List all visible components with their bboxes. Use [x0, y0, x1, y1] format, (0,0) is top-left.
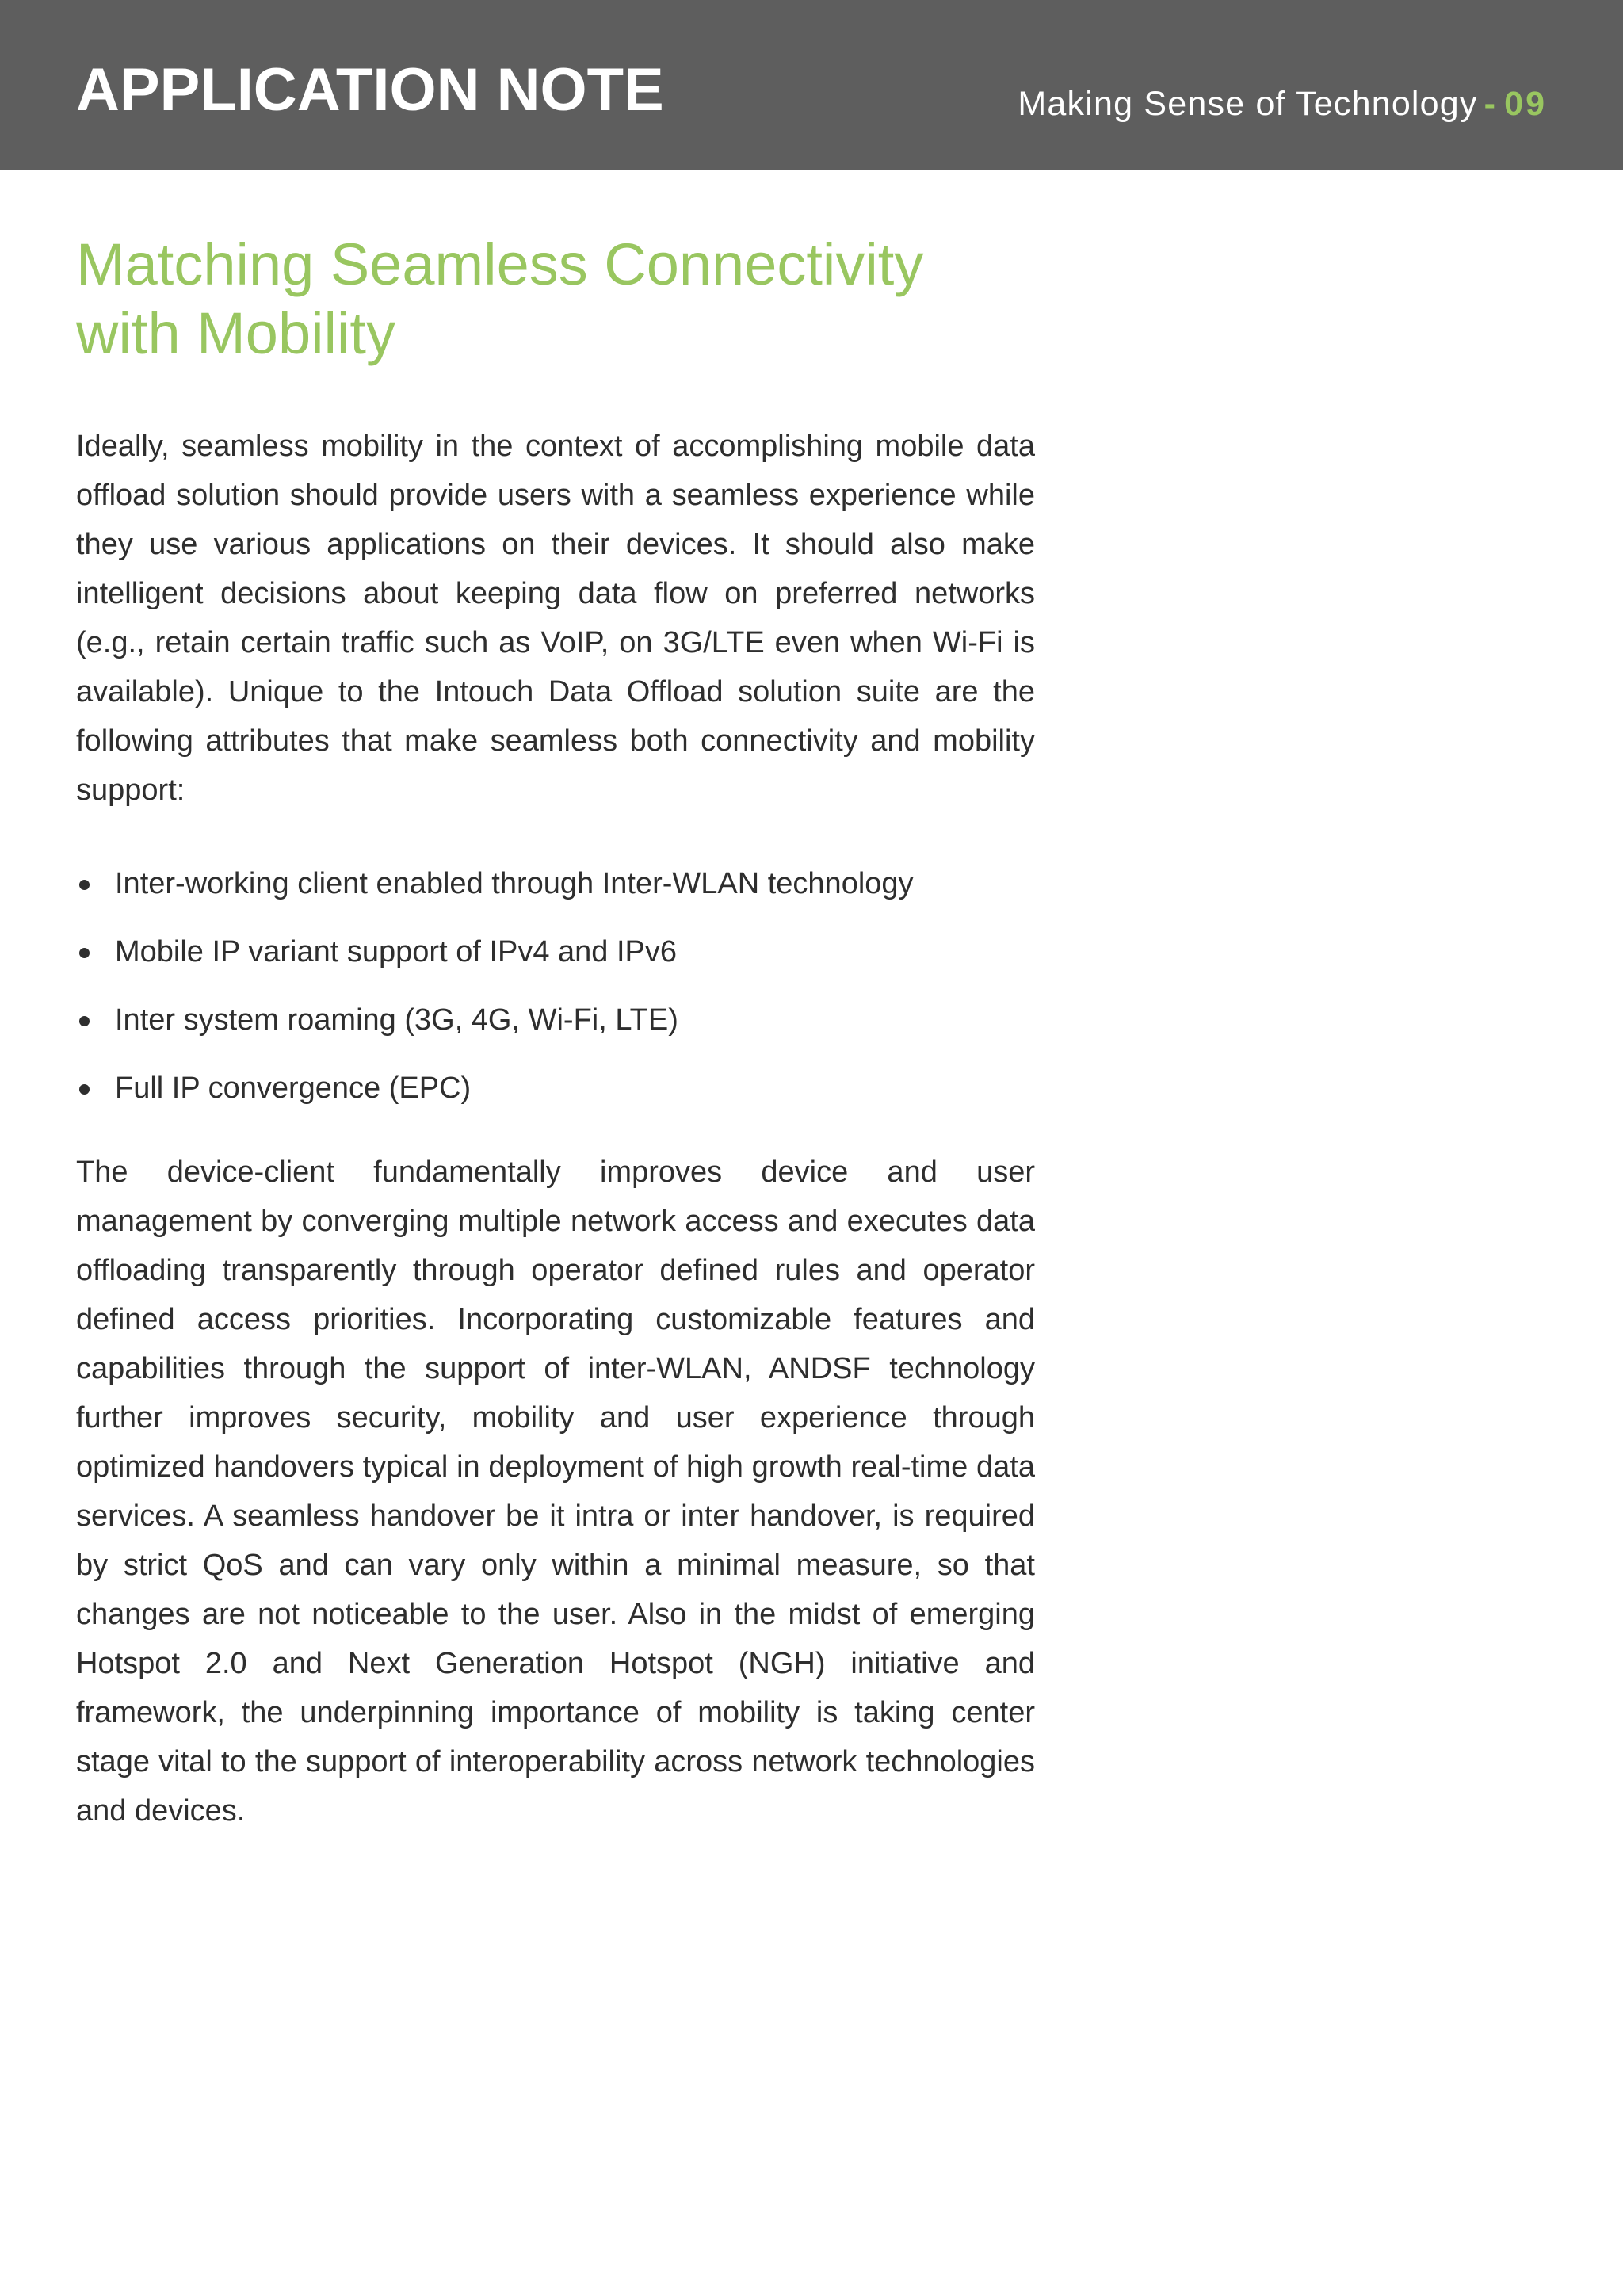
section-title — [76, 230, 1035, 368]
page-header — [0, 0, 1623, 170]
header-tagline-block — [1018, 87, 1547, 121]
main-content — [76, 230, 1035, 1836]
intro-paragraph: Ideally, seamless mobility in the context of accomplishing mobile data offload solution should provide users with a seamless experience while they use various applications on their devices. It should also make intelligent decisions about keeping data flow on preferred networks (e.g., retain certain traffic such as VoIP, on 3G/LTE even when Wi-Fi is available). Unique to the Intouch Data Offload solution suite are the following attributes that make seamless both connectivity and mobility support: — [76, 430, 1035, 807]
list-item: Inter-working client enabled through Inter-WLAN technology — [76, 859, 1035, 908]
document-type-title: APPLICATION NOTE — [76, 56, 664, 124]
header-separator: - — [1484, 85, 1497, 123]
attribute-list — [76, 859, 1035, 1113]
list-item: Mobile IP variant support of IPv4 and IPv6 — [76, 927, 1035, 976]
section-title-line-2: with Mobility — [76, 300, 395, 366]
device-client-paragraph: The device-client fundamentally improves device and user management by converging multiple network access and executes data offloading transparently through operator defined rules and operator defined access priorities. Incorporating customizable features and capabilities through the support of inter-WLAN, ANDSF technology further improves security, mobility and user experience through optimized handovers typical in deployment of high growth real-time data services. A seamless handover be it intra or inter handover, is required by strict QoS and can vary only within a minimal measure, so that changes are not noticeable to the user. Also in the midst of emerging Hotspot 2.0 and Next Generation Hotspot (NGH) initiative and framework, the underpinning importance of mobility is taking center stage vital to the support of interoperability across network technologies and devices. — [76, 1156, 1035, 1828]
section-title-line-1: Matching Seamless Connectivity — [76, 231, 924, 297]
page-number: 09 — [1504, 85, 1547, 123]
header-tagline: Making Sense of Technology — [1018, 85, 1478, 123]
list-item: Inter system roaming (3G, 4G, Wi-Fi, LTE) — [76, 995, 1035, 1045]
list-item: Full IP convergence (EPC) — [76, 1064, 1035, 1113]
